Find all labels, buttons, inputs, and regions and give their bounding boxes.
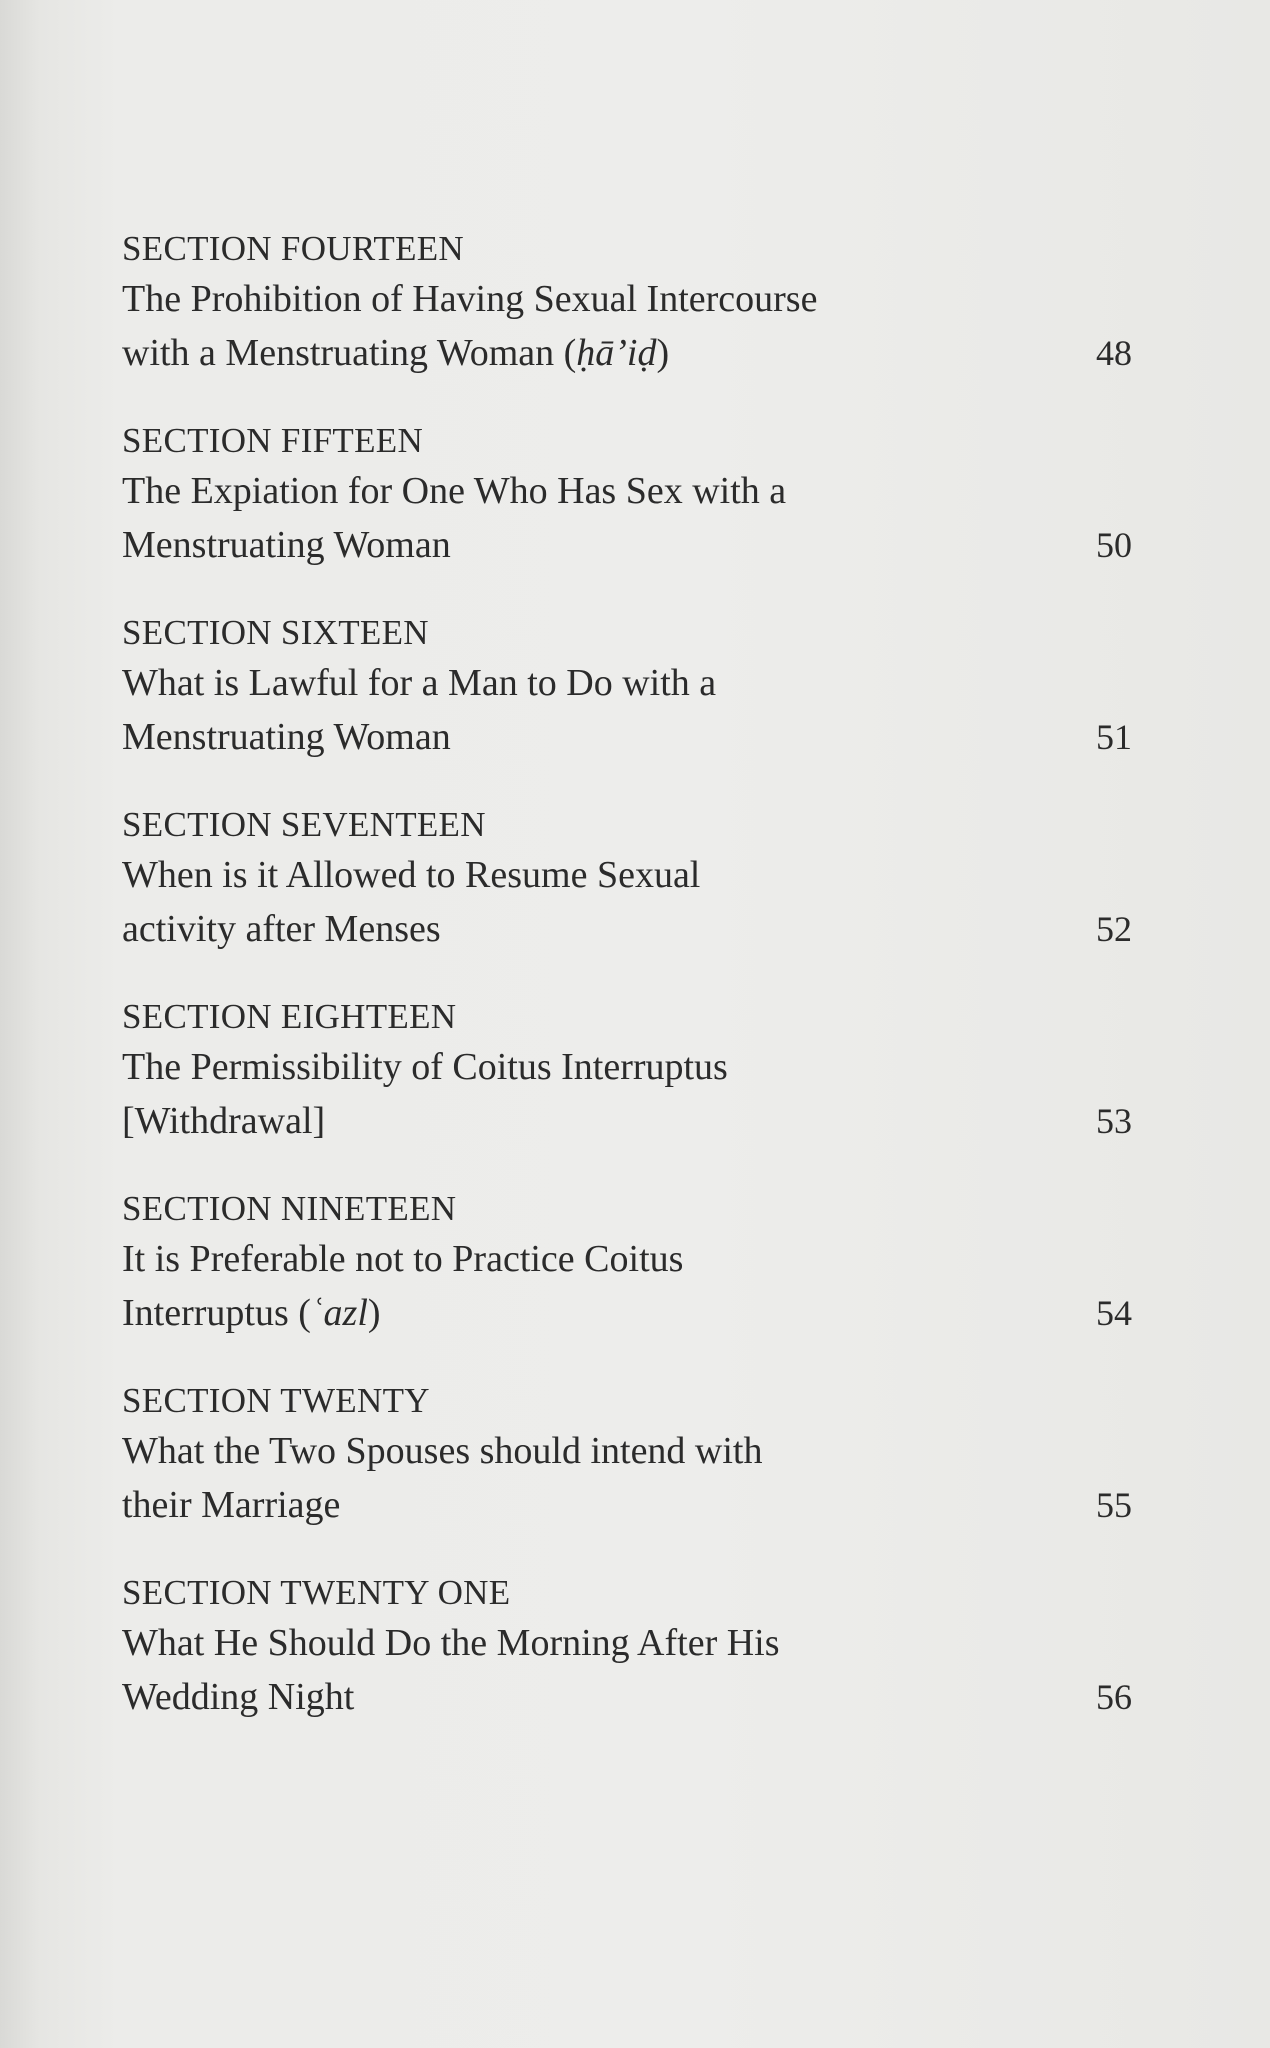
- section-heading: SECTION SEVENTEEN: [122, 805, 486, 844]
- title-text-close: ): [656, 332, 670, 374]
- transliteration: ḥā’iḍ: [576, 332, 657, 374]
- toc-entry: [122, 802, 1132, 956]
- toc-entry: [122, 226, 1132, 380]
- title-text: with a Menstruating Woman (: [122, 332, 577, 374]
- toc-entry: [122, 418, 1132, 572]
- entry-title-line-1: It is Preferable not to Practice Coitus: [122, 1238, 684, 1280]
- table-of-contents: [122, 226, 1132, 1762]
- toc-entry: [122, 994, 1132, 1148]
- entry-title-line-1: What is Lawful for a Man to Do with a: [122, 662, 717, 704]
- entry-title-text: their Marriage: [122, 1484, 341, 1526]
- section-heading: SECTION FOURTEEN: [122, 229, 464, 268]
- page-number: 50: [1096, 525, 1132, 565]
- page-number: 54: [1096, 1293, 1132, 1333]
- section-heading: SECTION TWENTY: [122, 1381, 430, 1420]
- entry-title-line-1: The Expiation for One Who Has Sex with a: [122, 470, 787, 512]
- toc-entry: [122, 1378, 1132, 1532]
- section-heading: SECTION TWENTY ONE: [122, 1573, 511, 1612]
- section-heading: SECTION NINETEEN: [122, 1189, 457, 1228]
- entry-title-text: [122, 1286, 381, 1340]
- page-number: 55: [1096, 1485, 1132, 1525]
- page-number: 52: [1096, 909, 1132, 949]
- entry-title-text: Menstruating Woman: [122, 716, 451, 758]
- entry-title-line-2: [122, 518, 1132, 572]
- entry-title-line-1: The Permissibility of Coitus Interruptus: [122, 1046, 728, 1088]
- entry-title-line-2: [122, 1478, 1132, 1532]
- page-number: 51: [1096, 717, 1132, 757]
- transliteration: ʿazl: [310, 1292, 368, 1334]
- section-heading: SECTION FIFTEEN: [122, 421, 424, 460]
- entry-title-text: [122, 326, 669, 380]
- entry-title-line-1: When is it Allowed to Resume Sexual: [122, 854, 701, 896]
- entry-title-line-1: The Prohibition of Having Sexual Intercourse: [122, 278, 818, 320]
- page-number: 56: [1096, 1677, 1132, 1717]
- entry-title-text: Menstruating Woman: [122, 524, 451, 566]
- entry-title-text: [Withdrawal]: [122, 1100, 326, 1142]
- entry-title-line-2: [122, 902, 1132, 956]
- entry-title-text: Wedding Night: [122, 1676, 355, 1718]
- toc-entry: [122, 1186, 1132, 1340]
- title-text-close: ): [367, 1292, 381, 1334]
- page-number: 53: [1096, 1101, 1132, 1141]
- section-heading: SECTION EIGHTEEN: [122, 997, 457, 1036]
- title-text: Interruptus (: [122, 1292, 311, 1334]
- entry-title-line-2: [122, 326, 1132, 380]
- entry-title-text: activity after Menses: [122, 908, 441, 950]
- toc-entry: [122, 610, 1132, 764]
- entry-title-line-2: [122, 1286, 1132, 1340]
- toc-entry: [122, 1570, 1132, 1724]
- section-heading: SECTION SIXTEEN: [122, 613, 429, 652]
- page-number: 48: [1096, 333, 1132, 373]
- entry-title-line-2: [122, 710, 1132, 764]
- entry-title-line-2: [122, 1094, 1132, 1148]
- entry-title-line-1: What the Two Spouses should intend with: [122, 1430, 763, 1472]
- entry-title-line-1: What He Should Do the Morning After His: [122, 1622, 780, 1664]
- entry-title-line-2: [122, 1670, 1132, 1724]
